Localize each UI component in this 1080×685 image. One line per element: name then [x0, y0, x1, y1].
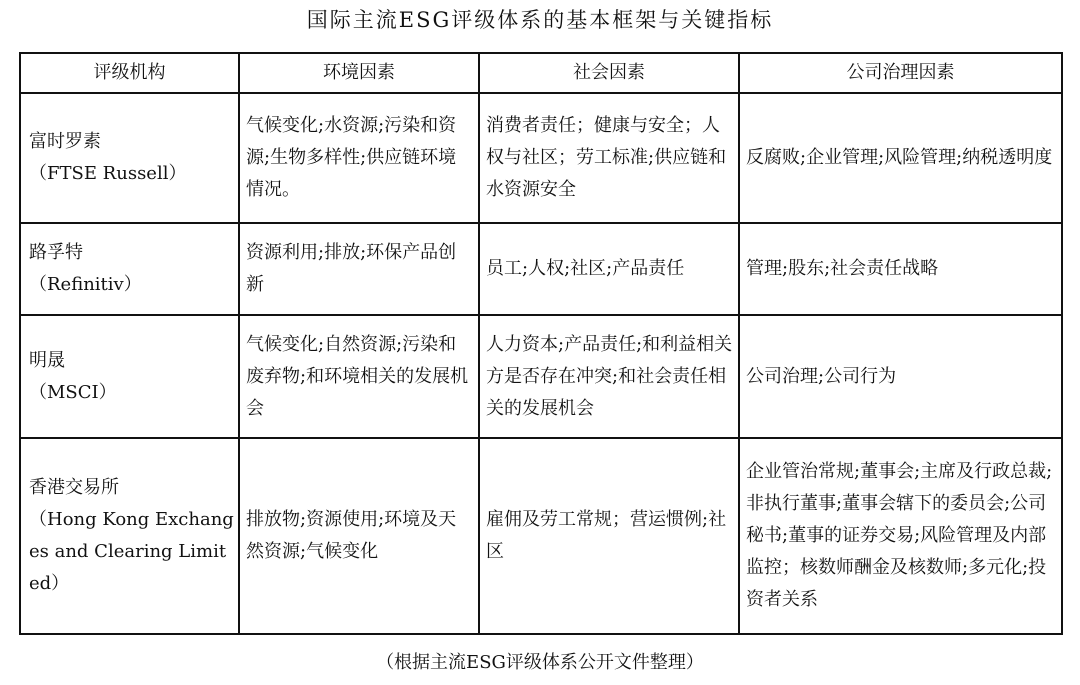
- rating-agency-cell: [20, 315, 239, 438]
- social-cell: 雇佣及劳工常规；营运惯例;社区: [479, 438, 739, 634]
- agency-english-name: （FTSE Russell）: [29, 163, 187, 184]
- table-row: [20, 315, 1062, 438]
- table-row: [20, 438, 1062, 634]
- rating-agency-cell: [20, 223, 239, 315]
- header-social: 社会因素: [479, 53, 739, 93]
- environment-cell: 排放物;资源使用;环境及天然资源;气候变化: [239, 438, 479, 634]
- table-row: [20, 223, 1062, 315]
- source-note: （根据主流ESG评级体系公开文件整理）: [376, 652, 704, 673]
- esg-rating-table: [19, 52, 1063, 635]
- table-row: [20, 93, 1062, 223]
- agency-name: 路孚特: [29, 242, 83, 263]
- table-title: 国际主流ESG评级体系的基本框架与关键指标: [306, 8, 774, 32]
- environment-cell: 气候变化;水资源;污染和资源;生物多样性;供应链环境情况。: [239, 93, 479, 223]
- table-header-row: [20, 53, 1062, 93]
- rating-agency-cell: [20, 438, 239, 634]
- governance-cell: 企业管治常规;董事会;主席及行政总裁;非执行董事;董事会辖下的委员会;公司秘书;董事的证券交易;风险管理及内部监控；核数师酬金及核数师;多元化;投资者关系: [739, 438, 1062, 634]
- governance-cell: 反腐败;企业管理;风险管理;纳税透明度: [739, 93, 1062, 223]
- header-environment: 环境因素: [239, 53, 479, 93]
- environment-cell: 资源利用;排放;环保产品创新: [239, 223, 479, 315]
- rating-agency-cell: [20, 93, 239, 223]
- social-cell: 人力资本;产品责任;和利益相关方是否存在冲突;和社会责任相关的发展机会: [479, 315, 739, 438]
- header-rating-agency: 评级机构: [20, 53, 239, 93]
- agency-english-name: （Hong Kong Exchanges and Clearing Limited）: [29, 509, 234, 594]
- social-cell: 消费者责任；健康与安全；人权与社区；劳工标准;供应链和水资源安全: [479, 93, 739, 223]
- agency-name: 富时罗素: [29, 131, 101, 152]
- agency-name: 香港交易所: [29, 477, 119, 498]
- governance-cell: 公司治理;公司行为: [739, 315, 1062, 438]
- governance-cell: 管理;股东;社会责任战略: [739, 223, 1062, 315]
- social-cell: 员工;人权;社区;产品责任: [479, 223, 739, 315]
- agency-english-name: （Refinitiv）: [29, 274, 142, 295]
- agency-name: 明晟: [29, 349, 65, 371]
- environment-cell: 气候变化;自然资源;污染和废弃物;和环境相关的发展机会: [239, 315, 479, 438]
- header-governance: 公司治理因素: [739, 53, 1062, 93]
- agency-english-name: （MSCI）: [29, 381, 117, 403]
